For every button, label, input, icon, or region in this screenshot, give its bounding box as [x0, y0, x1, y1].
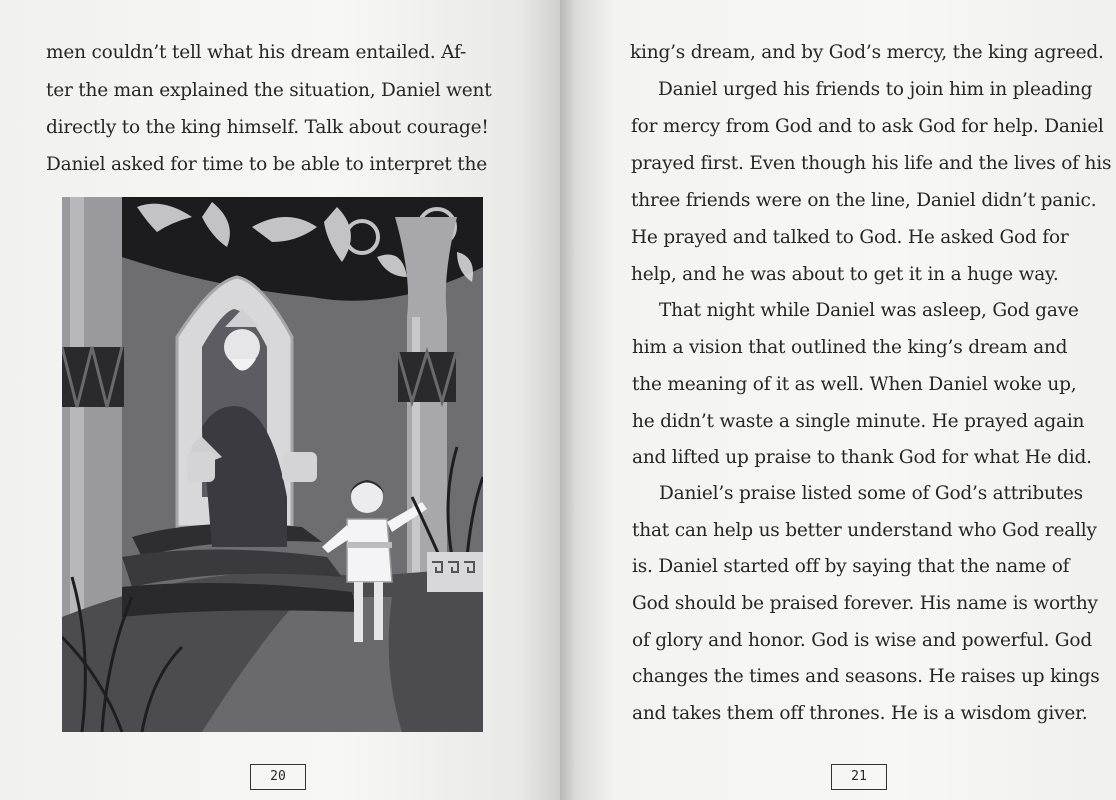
text-line: king’s dream, and by God’s mercy, the king agreed. — [630, 42, 1104, 63]
text-line: the meaning of it as well. When Daniel woke up, — [632, 374, 1077, 395]
text-line: Daniel urged his friends to join him in pleading — [658, 79, 1093, 100]
text-line: of glory and honor. God is wise and powerful. God — [632, 630, 1092, 651]
text-line: ter the man explained the situation, Daniel went — [46, 80, 492, 101]
text-line: prayed first. Even though his life and the lives of his — [631, 153, 1112, 174]
daniel-before-king-illustration — [62, 197, 483, 732]
text-line: that can help us better understand who God really — [632, 520, 1097, 541]
text-line: for mercy from God and to ask God for help. Daniel — [631, 116, 1104, 137]
text-line: three friends were on the line, Daniel didn’t panic. — [631, 190, 1097, 211]
text-line: changes the times and seasons. He raises up kings — [632, 666, 1100, 687]
text-line: he didn’t waste a single minute. He prayed again — [632, 411, 1085, 432]
text-line: him a vision that outlined the king’s dream and — [632, 337, 1068, 358]
page-number-box — [831, 764, 887, 790]
text-line: is. Daniel started off by saying that the name of — [632, 556, 1070, 577]
text-line: directly to the king himself. Talk about courage! — [46, 117, 489, 138]
text-line: and lifted up praise to thank God for what He did. — [632, 447, 1092, 468]
text-line: God should be praised forever. His name is worthy — [632, 593, 1098, 614]
text-line: men couldn’t tell what his dream entailed. Af- — [46, 42, 467, 63]
text-line: Daniel’s praise listed some of God’s attributes — [659, 483, 1083, 504]
text-line: Daniel asked for time to be able to interpret the — [46, 154, 487, 175]
page-number: 21 — [851, 769, 867, 784]
text-line: He prayed and talked to God. He asked God for — [631, 227, 1069, 248]
page-number: 20 — [270, 769, 286, 784]
text-line: and takes them off thrones. He is a wisdom giver. — [632, 703, 1088, 724]
right-page — [560, 0, 1116, 800]
page-number-box — [250, 764, 306, 790]
text-line: That night while Daniel was asleep, God gave — [659, 300, 1079, 321]
text-line: help, and he was about to get it in a huge way. — [631, 264, 1059, 285]
